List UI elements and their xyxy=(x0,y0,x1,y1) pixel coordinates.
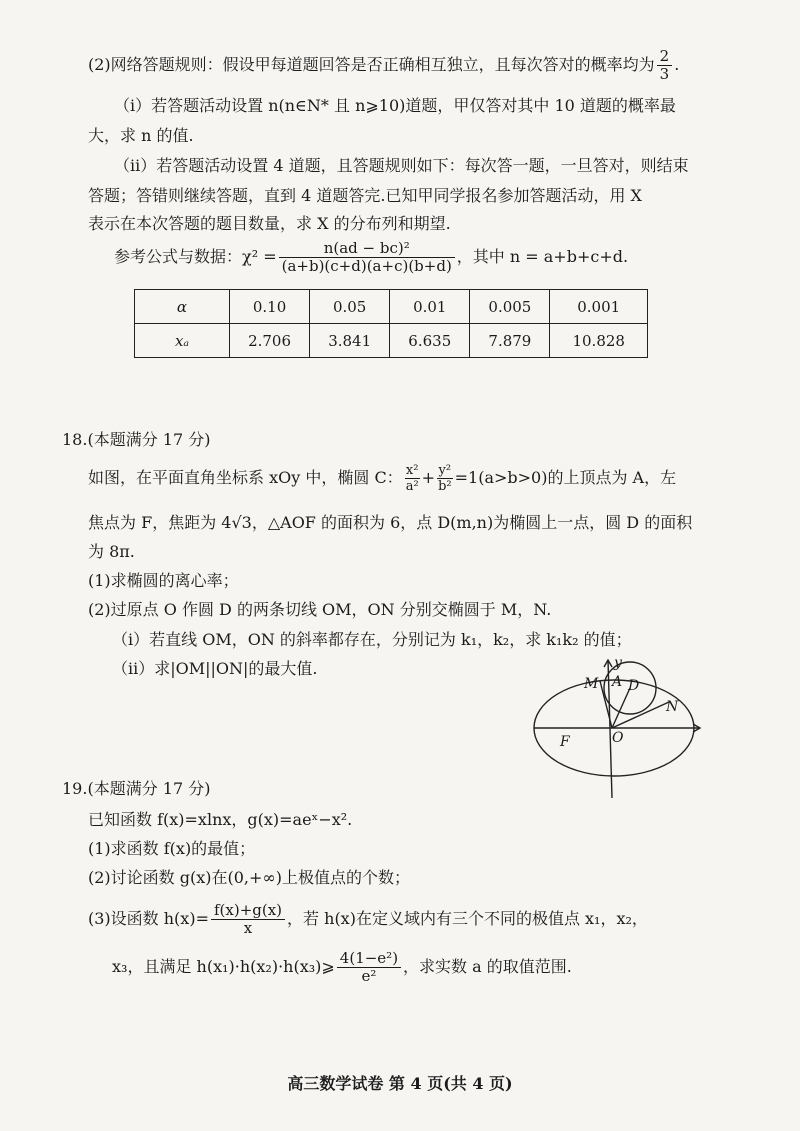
ellipse-diagram xyxy=(530,656,706,801)
table-cell: 0.001 xyxy=(550,290,648,324)
bound-fraction xyxy=(337,950,401,985)
table-cell: 3.841 xyxy=(310,324,390,358)
q19-given: 已知函数 f(x)=xlnx，g(x)=aeˣ−x². xyxy=(88,810,353,829)
ellipse-figure xyxy=(530,656,706,801)
bound-denominator: e² xyxy=(361,967,377,985)
table-cell: 0.01 xyxy=(390,290,470,324)
h-denominator: x xyxy=(243,919,253,937)
label-m: M xyxy=(584,676,599,692)
chi-square-numerator: n(ad − bc)² xyxy=(279,240,455,258)
label-o: O xyxy=(612,730,624,746)
q19-sub3-cont xyxy=(112,950,572,985)
label-a: A xyxy=(612,674,623,690)
formula-suffix: ，其中 n = a+b+c+d. xyxy=(456,247,629,266)
label-y: y xyxy=(614,656,622,671)
table-cell: 7.879 xyxy=(470,324,550,358)
part2-rule: (2)网络答题规则：假设甲每道题回答是否正确相互独立，且每次答对的概率均为 $\frac{2}{3}$ . xyxy=(88,47,680,83)
probability-fraction xyxy=(657,48,673,83)
q19-sub2: (2)讨论函数 g(x)在(0,+∞)上极值点的个数； xyxy=(88,868,410,887)
table-cell: 0.05 xyxy=(310,290,390,324)
q19-condition-start: x₃，且满足 h(x₁)·h(x₂)·h(x₃)⩾ xyxy=(112,957,335,976)
reference-formula xyxy=(114,240,628,275)
q18-para1-start: 如图，在平面直角坐标系 xOy 中，椭圆 C： xyxy=(88,468,403,487)
plus-sign: + xyxy=(421,468,436,487)
page-footer: 高三数学试卷 第 4 页(共 4 页) xyxy=(287,1074,513,1093)
table-row-alpha xyxy=(135,290,648,324)
q19-sub3-end: ，若 h(x)在定义域内有三个不同的极值点 x₁，x₂， xyxy=(287,909,648,928)
ellipse-x-fraction xyxy=(405,463,420,494)
label-n: N xyxy=(666,699,679,715)
segment-od xyxy=(612,688,630,728)
h-definition-fraction xyxy=(211,902,285,937)
part2-q2-line3: 表示在本次答题的题目数量，求 X 的分布列和期望. xyxy=(88,214,451,233)
label-f: F xyxy=(560,734,570,750)
q19-header: 19.(本题满分 17 分) xyxy=(62,779,211,798)
q18-header: 18.(本题满分 17 分) xyxy=(62,430,211,449)
critical-value-table xyxy=(134,289,648,358)
q18-sub1: (1)求椭圆的离心率； xyxy=(88,571,239,590)
formula-prefix: 参考公式与数据：χ² = xyxy=(114,247,277,266)
table-cell: 6.635 xyxy=(390,324,470,358)
bound-numerator: 4(1−e²) xyxy=(337,950,401,968)
a-squared: a² xyxy=(405,479,419,494)
q19-sub3 xyxy=(88,902,648,937)
tangent-on xyxy=(612,702,669,728)
chi-square-denominator: (a+b)(c+d)(a+c)(b+d) xyxy=(281,257,452,275)
q18-sub2-ii: （ⅱ）求|OM||ON|的最大值. xyxy=(112,659,318,678)
x-squared: x² xyxy=(405,463,419,478)
table-cell-critical-label: xₐ xyxy=(135,324,230,358)
q18-sub2: (2)过原点 O 作圆 D 的两条切线 OM，ON 分别交椭圆于 M，N. xyxy=(88,600,552,619)
ellipse-y-fraction xyxy=(437,463,453,494)
probability-denominator: 3 xyxy=(659,65,670,83)
table-cell-alpha-label: α xyxy=(135,290,230,324)
q18-para2: 焦点为 F，焦距为 4√3，△AOF 的面积为 6，点 D(m,n)为椭圆上一点，圆 D 的面积 xyxy=(88,513,693,532)
table-cell: 10.828 xyxy=(550,324,648,358)
table-cell: 0.10 xyxy=(230,290,310,324)
table-row-critical xyxy=(135,324,648,358)
part2-q2-line2: 答题；答错则继续答题，直到 4 道题答完.已知甲同学报名参加答题活动，用 X xyxy=(88,186,642,205)
probability-numerator: 2 xyxy=(657,48,673,66)
part2-q2-line1: （ⅱ）若答题活动设置 4 道题，且答题规则如下：每次答一题，一旦答对，则结束 xyxy=(114,156,689,175)
part2-q1-line1: （ⅰ）若答题活动设置 n(n∈N* 且 n⩾10)道题，甲仅答对其中 10 道题的概率最 xyxy=(114,96,676,115)
chi-square-fraction xyxy=(279,240,455,275)
q18-sub2-i: （ⅰ）若直线 OM，ON 的斜率都存在，分别记为 k₁，k₂，求 k₁k₂ 的值； xyxy=(112,630,632,649)
q18-para1-end: =1(a>b>0)的上顶点为 A，左 xyxy=(454,468,677,487)
q18-para3: 为 8π. xyxy=(88,542,135,561)
table-cell: 0.005 xyxy=(470,290,550,324)
part2-rule-text: (2)网络答题规则：假设甲每道题回答是否正确相互独立，且每次答对的概率均为 xyxy=(88,55,655,74)
h-numerator: f(x)+g(x) xyxy=(211,902,285,920)
q18-para1 xyxy=(88,463,676,494)
q19-condition-end: ，求实数 a 的取值范围. xyxy=(403,957,572,976)
label-d: D xyxy=(628,678,640,694)
y-squared: y² xyxy=(438,463,452,478)
q19-sub3-start: (3)设函数 h(x)= xyxy=(88,909,209,928)
b-squared: b² xyxy=(438,479,452,494)
part2-q1-line2: 大，求 n 的值. xyxy=(88,126,194,145)
table-cell: 2.706 xyxy=(230,324,310,358)
q19-sub1: (1)求函数 f(x)的最值； xyxy=(88,839,256,858)
